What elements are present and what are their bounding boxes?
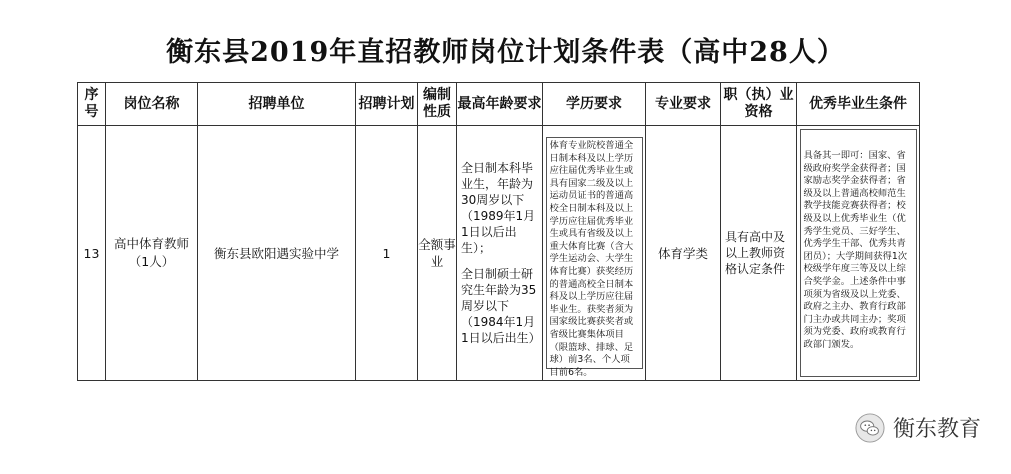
header-position: 岗位名称 [106, 83, 198, 126]
page-title: 衡东县2019年直招教师岗位计划条件表（高中28人） [166, 37, 845, 68]
table-row [78, 126, 920, 381]
wechat-icon [855, 413, 885, 443]
header-row [78, 83, 920, 126]
cell-nature: 全额事业 [418, 126, 457, 381]
cell-education [543, 126, 646, 381]
watermark-text: 衡东教育 [892, 417, 981, 442]
cell-qualification [721, 126, 797, 381]
position-text: 高中体育教师（1人） [113, 236, 189, 269]
cell-unit: 衡东县欧阳遇实验中学 [198, 126, 356, 381]
header-age: 最高年龄要求 [457, 83, 543, 126]
excellent-text: 具备其一即可：国家、省级政府奖学金获得者；国家励志奖学金获得者；省级及以上普通高校师范生教学技能竞赛获得者；校级及以上优秀毕业生（优秀学生党员、三好学生、优秀学生干部、优秀共青团员）；大学期间获得1次校级学年度三等及以上综合奖学金。上述条件中事项须为省级及以上党委、政府之主办、教育行政部门主办或共同主办；奖项须为党委、政府或教育行政部门颁发。 [800, 129, 917, 377]
header-major: 专业要求 [646, 83, 721, 126]
header-education: 学历要求 [543, 83, 646, 126]
header-plan: 招聘计划 [356, 83, 418, 126]
position-table [77, 82, 920, 381]
header-unit: 招聘单位 [198, 83, 356, 126]
header-qualification: 职（执）业资格 [721, 83, 797, 126]
qualification-text: 具有高中及以上教师资格认定条件 [725, 230, 786, 276]
cell-plan: 1 [356, 126, 418, 381]
header-excellent: 优秀毕业生条件 [797, 83, 920, 126]
cell-major: 体育学类 [646, 126, 721, 381]
cell-age [457, 126, 543, 381]
cell-seq: 13 [78, 126, 106, 381]
header-nature: 编制性质 [418, 83, 457, 126]
cell-excellent [797, 126, 920, 381]
watermark [855, 412, 981, 443]
age-bachelor: 全日制本科毕业生，年龄为30周岁以下（1989年1月1日以后出生）； [461, 161, 536, 255]
cell-position [106, 126, 198, 381]
header-seq: 序号 [78, 83, 106, 126]
education-text: 体育专业院校普通全日制本科及以上学历应往届优秀毕业生或具有国家二级及以上运动员证书的普通高校全日制本科及以上学历应往届优秀毕业生或具有省级及以上重大体育比赛（含大学生运动会、大学生体育比赛）获奖经历的普通高校全日制本科及以上学历应往届毕业生。获奖者须为国家级比赛获奖者或省级比赛集体项目（限篮球、排球、足球）前3名、个人项目前6名。 [546, 137, 643, 369]
age-master: 全日制硕士研究生年龄为35周岁以下（1984年1月1日以后出生） [461, 267, 541, 345]
